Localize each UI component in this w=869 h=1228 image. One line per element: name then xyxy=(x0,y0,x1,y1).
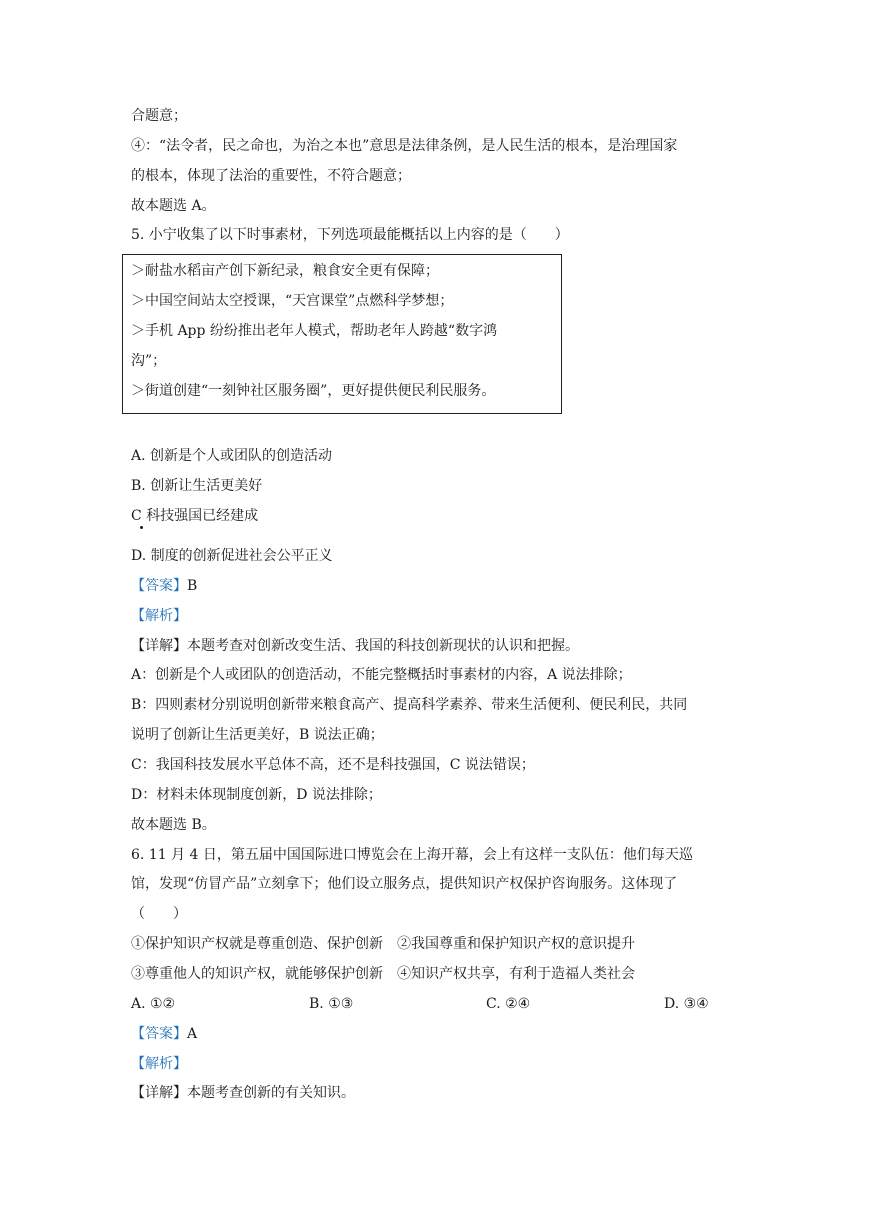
explanation-line: 故本题选 B。 xyxy=(131,817,216,833)
question-6-statement: ①保护知识产权就是尊重创造、保护创新 ②我国尊重和保护知识产权的意识提升 xyxy=(131,936,635,952)
explanation-line: D：材料未体现制度创新，D 说法排除； xyxy=(131,787,382,803)
option-a: A. 创新是个人或团队的创造活动 xyxy=(131,448,333,464)
answer-tag: 【答案】 xyxy=(131,578,187,594)
option-d: D. 制度的创新促进社会公平正义 xyxy=(131,548,333,564)
text-line: 合题意； xyxy=(131,108,187,124)
q6-answer-line xyxy=(131,1024,197,1044)
stray-dot xyxy=(140,526,143,529)
material-item: ＞中国空间站太空授课，“天宫课堂”点燃科学梦想； xyxy=(131,293,454,309)
text-line: 故本题选 A。 xyxy=(131,198,216,214)
text-line: 的根本，体现了法治的重要性，不符合题意； xyxy=(131,168,411,184)
detail-line xyxy=(131,636,579,656)
answer-value: B xyxy=(187,578,198,594)
explanation-line: A：创新是个人或团队的创造活动，不能完整概括时事素材的内容，A 说法排除； xyxy=(131,667,632,683)
material-box xyxy=(122,254,562,414)
question-6-stem: （ ） xyxy=(131,906,187,922)
material-item: 沟”； xyxy=(131,353,167,369)
detail-tag: 【详解】 xyxy=(131,638,187,654)
detail-tag: 【详解】 xyxy=(131,1085,187,1101)
material-item: ＞街道创建“一刻钟社区服务圈”，更好提供便民利民服务。 xyxy=(131,383,496,399)
q6-option-d: D. ③④ xyxy=(664,996,709,1012)
material-item: ＞手机 App 纷纷推出老年人模式，帮助老年人跨越“数字鸿 xyxy=(131,323,498,339)
analysis-line xyxy=(131,606,187,626)
analysis-tag: 【解析】 xyxy=(131,1056,187,1072)
q6-option-b: B. ①③ xyxy=(309,996,354,1012)
question-6-stem: 馆，发现“仿冒产品”立刻拿下；他们设立服务点，提供知识产权保护咨询服务。这体现了 xyxy=(131,876,678,892)
detail-text: 本题考查对创新改变生活、我国的科技创新现状的认识和把握。 xyxy=(187,638,579,654)
answer-value: A xyxy=(187,1026,198,1042)
explanation-line: C：我国科技发展水平总体不高，还不是科技强国，C 说法错误； xyxy=(131,757,535,773)
explanation-line: 说明了创新让生活更美好，B 说法正确； xyxy=(131,727,384,743)
question-6-stem: 6. 11 月 4 日，第五届中国国际进口博览会在上海开幕，会上有这样一支队伍：他们每天巡 xyxy=(131,847,693,863)
explanation-line: B：四则素材分别说明创新带来粮食高产、提高科学素养、带来生活便利、便民利民，共同 xyxy=(131,697,688,713)
answer-line xyxy=(131,576,197,596)
analysis-tag: 【解析】 xyxy=(131,608,187,624)
option-b: B. 创新让生活更美好 xyxy=(131,478,263,494)
question-6-statement: ③尊重他人的知识产权，就能够保护创新 ④知识产权共享，有利于造福人类社会 xyxy=(131,966,635,982)
text-line: ④：“法令者，民之命也，为治之本也”意思是法律条例，是人民生活的根本，是治理国家 xyxy=(131,138,678,154)
option-c: C 科技强国已经建成 xyxy=(131,508,259,524)
q6-option-c: C. ②④ xyxy=(486,996,531,1012)
answer-tag: 【答案】 xyxy=(131,1026,187,1042)
material-item: ＞耐盐水稻亩产创下新纪录，粮食安全更有保障； xyxy=(131,263,439,279)
q6-detail-line xyxy=(131,1083,355,1103)
q6-analysis-line xyxy=(131,1054,187,1074)
q6-option-a: A. ①② xyxy=(131,996,176,1012)
detail-text: 本题考查创新的有关知识。 xyxy=(187,1085,355,1101)
question-5-stem: 5. 小宁收集了以下时事素材，下列选项最能概括以上内容的是（ ） xyxy=(131,227,569,243)
